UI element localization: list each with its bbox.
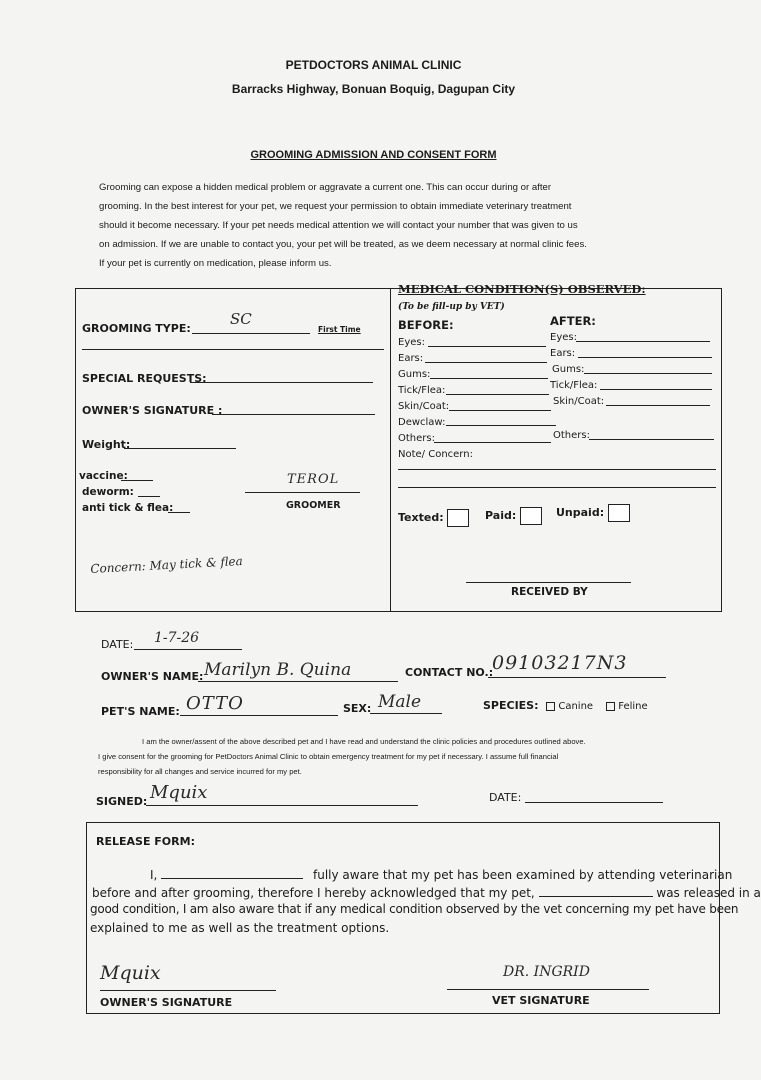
after-item-others: Others: — [553, 430, 590, 441]
before-others-field[interactable] — [434, 442, 551, 443]
consent-line: I give consent for the grooming for PetDoctors Animal Clinic to obtain emergency treatment for my pet if necessary. I assume full financial — [98, 752, 559, 761]
owner-name-value: Marilyn B. Quina — [204, 660, 352, 680]
consent-line: I am the owner/assent of the above described pet and I have read and understand the clinic policies and procedures outlined above. — [142, 737, 586, 746]
grooming-extra-line[interactable] — [82, 349, 384, 350]
vaccine-field[interactable] — [121, 480, 153, 481]
clinic-address: Barracks Highway, Bonuan Boquig, Dagupan City — [231, 82, 516, 96]
paid-label — [485, 507, 542, 525]
intro-line: grooming. In the best interest for your pet, we request your permission to obtain immediate veterinary treatment — [99, 201, 572, 212]
before-label: BEFORE: — [398, 318, 454, 332]
release-title: RELEASE FORM: — [96, 835, 195, 848]
intro-line: should it become necessary. If your pet needs medical attention we will contact your number that was given to us — [99, 220, 578, 231]
special-requests-field[interactable] — [190, 382, 373, 383]
release-owner-sig-label: OWNER'S SIGNATURE — [100, 996, 233, 1009]
before-item-ears: Ears: — [398, 353, 424, 364]
release-line2-text: before and after grooming, therefore I hereby acknowledged that my pet, — [92, 886, 535, 900]
deworm-label: deworm: — [82, 486, 134, 498]
release-line-2 — [92, 884, 761, 900]
pet-name-value: OTTO — [186, 693, 244, 714]
texted-label — [398, 509, 469, 527]
after-label: AFTER: — [550, 314, 596, 328]
sex-field[interactable] — [370, 713, 442, 714]
release-line-4: explained to me as well as the treatment options. — [90, 921, 390, 935]
before-dewclaw-field[interactable] — [446, 425, 556, 426]
contact-label: CONTACT NO.: — [405, 666, 494, 679]
feline-checkbox[interactable] — [606, 702, 615, 711]
before-item-dewclaw: Dewclaw: — [398, 417, 446, 428]
before-item-skin: Skin/Coat: — [398, 401, 450, 412]
release-pet-field[interactable] — [539, 884, 653, 897]
clinic-name: PETDOCTORS ANIMAL CLINIC — [285, 58, 462, 72]
after-item-ears: Ears: — [550, 348, 576, 359]
release-line-1 — [150, 866, 732, 882]
texted-text: Texted: — [398, 511, 444, 524]
before-gums-field[interactable] — [430, 378, 548, 379]
canine-checkbox[interactable] — [546, 702, 555, 711]
release-line1-text: fully aware that my pet has been examined by attending veterinarian — [313, 868, 733, 882]
contact-value: 09103217N3 — [492, 652, 628, 674]
date-label: DATE: — [101, 638, 134, 651]
sex-value: Male — [378, 692, 422, 712]
release-vet-sig-label: VET SIGNATURE — [492, 994, 590, 1007]
release-owner-sig-field[interactable] — [100, 990, 276, 991]
after-gums-field[interactable] — [584, 373, 712, 374]
before-ears-field[interactable] — [425, 362, 547, 363]
anti-tick-label: anti tick & flea: — [82, 502, 174, 514]
before-eyes-field[interactable] — [428, 346, 546, 347]
canine-label: Canine — [558, 701, 594, 712]
groomer-label: GROOMER — [286, 500, 341, 511]
signed-label: SIGNED: — [96, 795, 148, 808]
weight-label: Weight: — [82, 438, 131, 451]
date-field[interactable] — [134, 649, 242, 650]
note-label: Note/ Concern: — [398, 449, 473, 460]
deworm-field[interactable] — [138, 496, 160, 497]
after-tick-field[interactable] — [600, 389, 712, 390]
grooming-type-label: GROOMING TYPE: — [82, 322, 191, 335]
grooming-type-field[interactable] — [192, 333, 310, 334]
after-ears-field[interactable] — [578, 357, 712, 358]
vaccine-label: vaccine: — [79, 470, 128, 482]
after-item-eyes: Eyes: — [550, 332, 577, 343]
signed-value: Mquix — [150, 782, 208, 803]
groomer-field[interactable] — [245, 492, 360, 493]
intro-line: Grooming can expose a hidden medical problem or aggravate a current one. This can occur during or after — [99, 182, 552, 193]
after-others-field[interactable] — [589, 439, 714, 440]
feline-label: Feline — [618, 701, 648, 712]
pet-name-label: PET'S NAME: — [101, 705, 180, 718]
release-i: I, — [150, 868, 158, 882]
texted-checkbox[interactable] — [447, 509, 469, 527]
paid-checkbox[interactable] — [520, 507, 542, 525]
species-text: SPECIES: — [483, 699, 539, 712]
before-tick-field[interactable] — [446, 394, 549, 395]
release-vet-sig-field[interactable] — [447, 989, 649, 990]
signed-date-field[interactable] — [525, 802, 663, 803]
after-item-tick: Tick/Flea: — [550, 380, 598, 391]
release-line2-suffix: was released in a — [656, 886, 761, 900]
groomer-value: TEROL — [287, 472, 340, 487]
box-divider — [390, 288, 391, 611]
after-item-skin: Skin/Coat: — [553, 396, 605, 407]
concern-note: Concern: May tick & flea — [90, 554, 244, 576]
unpaid-checkbox[interactable] — [608, 504, 630, 522]
after-item-gums: Gums: — [552, 364, 585, 375]
intro-paragraph — [99, 178, 669, 273]
after-skin-field[interactable] — [606, 405, 710, 406]
received-by-field[interactable] — [466, 582, 631, 583]
owner-signature-label: OWNER'S SIGNATURE : — [82, 404, 223, 417]
release-box — [86, 822, 720, 1014]
contact-field[interactable] — [488, 677, 666, 678]
weight-field[interactable] — [124, 448, 236, 449]
signed-field[interactable] — [146, 805, 418, 806]
form-title: GROOMING ADMISSION AND CONSENT FORM — [250, 149, 497, 161]
release-vet-sig-value: DR. INGRID — [503, 964, 590, 980]
anti-tick-field[interactable] — [168, 512, 190, 513]
medical-subtitle: (To be fill-up by VET) — [398, 302, 505, 312]
owner-name-label: OWNER'S NAME: — [101, 670, 204, 683]
species-label — [483, 699, 648, 712]
special-requests-label: SPECIAL REQUESTS: — [82, 372, 207, 385]
sex-label: SEX: — [343, 702, 372, 715]
after-eyes-field[interactable] — [576, 341, 710, 342]
medical-title: MEDICAL CONDITION(S) OBSERVED: — [398, 282, 646, 296]
before-item-gums: Gums: — [398, 369, 431, 380]
date-value: 1-7-26 — [154, 630, 200, 646]
paid-text: Paid: — [485, 509, 517, 522]
release-line-3: good condition, I am also aware that if any medical condition observed by the vet concerning my pet have been — [90, 902, 739, 916]
before-skin-field[interactable] — [449, 410, 551, 411]
unpaid-label — [556, 504, 630, 522]
consent-line: responsibility for all changes and service incurred for my pet. — [98, 767, 302, 776]
note-line-2[interactable] — [398, 487, 716, 488]
unpaid-text: Unpaid: — [556, 506, 605, 519]
release-owner-field[interactable] — [161, 866, 303, 879]
pet-name-field[interactable] — [180, 715, 338, 716]
first-time-label: First Time — [318, 325, 361, 334]
before-item-others: Others: — [398, 433, 435, 444]
owner-name-field[interactable] — [198, 681, 398, 682]
before-item-eyes: Eyes: — [398, 337, 425, 348]
signed-date-label: DATE: — [489, 791, 522, 804]
owner-signature-field[interactable] — [212, 414, 375, 415]
release-owner-sig-value: Mquix — [100, 962, 161, 984]
note-line-1[interactable] — [398, 469, 716, 470]
intro-line: If your pet is currently on medication, please inform us. — [99, 258, 332, 269]
received-by-label: RECEIVED BY — [511, 586, 588, 598]
consent-paragraph — [98, 734, 668, 779]
before-item-tick: Tick/Flea: — [398, 385, 446, 396]
intro-line: on admission. If we are unable to contact you, your pet will be treated, as we deem necessary at normal clinic fees. — [99, 239, 587, 250]
grooming-type-value: SC — [230, 310, 252, 328]
